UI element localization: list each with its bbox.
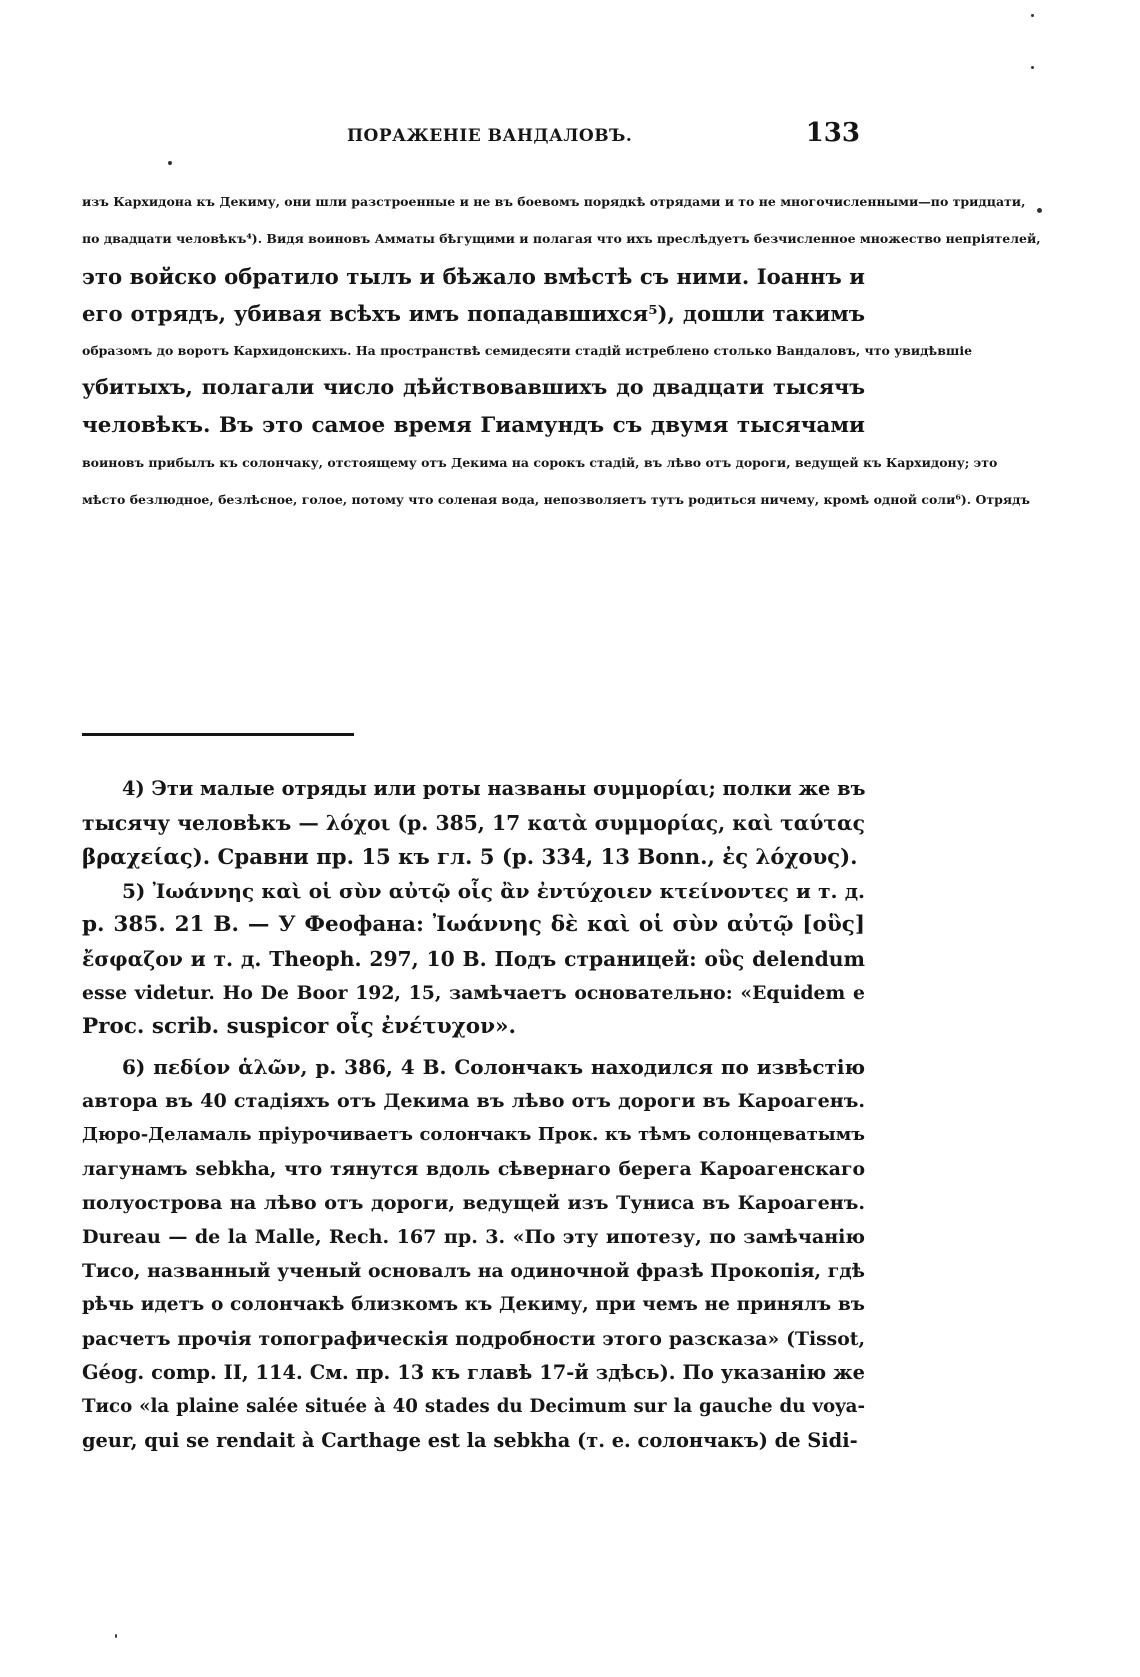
footnote-line: ἔσφαζον и т. д. Theoph. 297, 10 B. Подъ страницей: οὓς delendum [82,947,865,971]
footnote-5 [82,874,865,1044]
text-line: человѣкъ. Въ это самое время Гиамундъ съ двумя тысячами [82,412,865,438]
footnote-line: 4) Эти малые отряды или роты названы συμμορίαι; полки же въ [122,777,866,800]
footnote-line: Дюро-Деламаль пріурочиваетъ солончакъ Прок. къ тѣмъ солонцеватымъ [82,1124,865,1145]
text-line: это войско обратило тылъ и бѣжало вмѣстѣ съ ними. Іоаннъ и [82,263,865,289]
footnote-line: p. 385. 21 B. — У Феофана: Ἰωάννης δὲ καὶ οἱ σὺν αὐτῷ [οὓς] [82,912,865,937]
scan-speck [1037,208,1042,213]
text-line: изъ Кархидона къ Декиму, они шли разстроенные и не въ боевомъ порядкѣ отрядами и то не многочисленными—по тридцати, [82,194,1026,209]
footnote-line: 5) Ἰωάννης καὶ οἱ σὺν αὐτῷ οἷς ἂν ἐντύχοιεν κτείνοντες и т. д. [122,879,865,903]
footnotes [82,772,865,1458]
scan-speck [168,161,172,165]
footnote-4 [82,772,865,874]
scan-speck [1031,66,1034,69]
main-text [82,183,1041,519]
text-line: мѣсто безлюдное, безлѣсное, голое, потому что соленая вода, непозволяетъ тутъ родиться ничему, кромѣ одной соли⁶). Отрядъ [82,492,1031,508]
footnote-line: рѣчь идетъ о солончакѣ близкомъ къ Декиму, при чемъ не принялъ въ [82,1294,865,1315]
scan-speck [1031,14,1034,17]
footnote-line: автора въ 40 стадіяхъ отъ Декима въ лѣво отъ дороги въ Кароагенъ. [82,1089,865,1112]
text-line: воиновъ прибылъ къ солончаку, отстоящему отъ Декима на сорокъ стадій, въ лѣво отъ дороги, ведущей къ Кархидону; это [82,455,998,471]
footnote-6 [82,1050,865,1458]
text-line: убитыхъ, полагали число дѣйствовавшихъ до двадцати тысячъ [82,375,865,400]
footnote-line: Proc. scrib. suspicor οἷς ἐνέτυχον». [82,1014,516,1039]
page-header [85,118,860,158]
footnote-line: лагунамъ sebkha, что тянутся вдоль сѣвернаго берега Кароагенскаго [82,1158,865,1180]
footnote-line: βραχείας). Сравни пр. 15 къ гл. 5 (p. 334, 13 Bonn., ἐς λόχους). [82,844,858,869]
footnote-line: esse videtur. Но De Boor 192, 15, замѣчаетъ основательно: «Equidem e [82,982,865,1004]
footnote-line: расчетъ прочія топографическія подробности этого разсказа» (Tissot, [82,1328,865,1350]
footnote-line: Dureau — de la Malle, Rech. 167 пр. 3. «По эту ипотезу, по замѣчанію [82,1225,865,1248]
text-line: образомъ до воротъ Кархидонскихъ. На пространствѣ семидесяти стадій истреблено столько Вандаловъ, что увидѣвшіе [82,343,973,359]
page-number: 133 [805,118,860,148]
footnote-line: Géog. comp. II, 114. См. пр. 13 къ главѣ 17-й здѣсь). По указанію же [82,1361,865,1384]
footnote-line: 6) πεδίον ἁλῶν, p. 386, 4 B. Солончакъ находился по извѣстію [122,1055,865,1079]
footnote-line: Тисо, названный ученый основалъ на одиночной фразѣ Прокопія, гдѣ [82,1260,865,1282]
running-title: ПОРАЖЕНІЕ ВАНДАЛОВЪ. [347,126,633,146]
footnote-line: Тисо «la plaine salée située à 40 stades du Decimum sur la gauche du voya- [82,1396,865,1417]
footnote-line: тысячу человѣкъ — λόχοι (p. 385, 17 κατὰ συμμορίας, καὶ ταύτας [82,811,865,835]
text-line: его отрядъ, убивая всѣхъ имъ попадавшихся⁵), дошли такимъ [82,300,865,326]
footnote-separator [82,733,354,736]
scan-speck [115,1634,117,1638]
footnote-line: geur, qui se rendait à Carthage est la sebkha (т. е. солончакъ) de Sidi- [82,1429,858,1452]
footnote-line: полуострова на лѣво отъ дороги, ведущей изъ Туниса въ Кароагенъ. [82,1191,865,1214]
text-line: по двадцати человѣкъ⁴). Видя воиновъ Амматы бѣгущими и полагая что ихъ преслѣдуетъ безчисленное множество непріятелей, [82,231,1041,247]
